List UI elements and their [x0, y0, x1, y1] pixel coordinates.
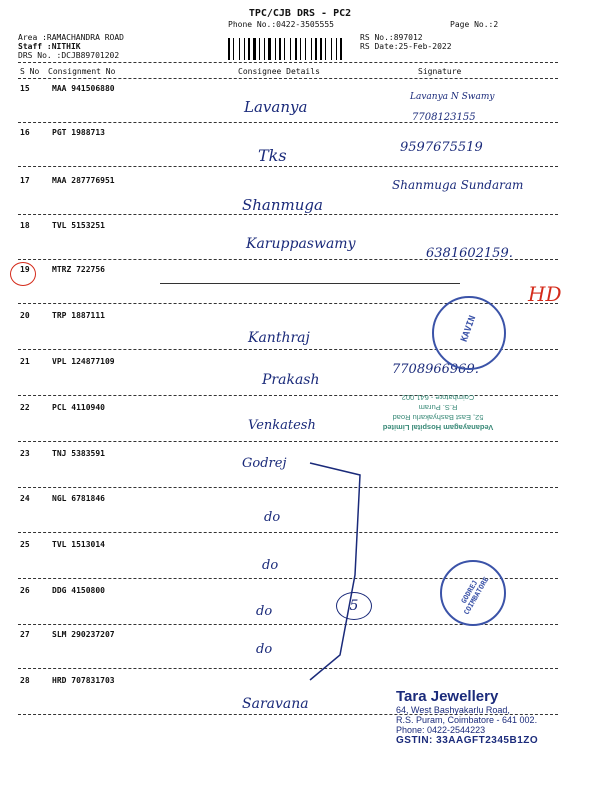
row-consignment-number: MAA 941506880 [52, 84, 115, 93]
hospital-area: R.S. Puram [418, 403, 458, 412]
barcode-bar [338, 38, 339, 60]
divider [18, 78, 558, 79]
row-serial-number: 27 [20, 630, 30, 639]
handwritten-name: Godrej [242, 456, 287, 471]
row-divider [18, 441, 558, 442]
barcode-bar [251, 38, 252, 60]
row-divider [18, 122, 558, 123]
handwritten-phone: 7708123155 [412, 112, 476, 123]
handwritten-name: Karuppaswamy [246, 236, 356, 252]
barcode-bar [279, 38, 281, 60]
barcode-bar [315, 38, 317, 60]
document-title: TPC/CJB DRS - PC2 [248, 8, 352, 19]
ditto-bracket [300, 455, 370, 685]
row-consignment-number: PCL 4110940 [52, 403, 105, 412]
barcode-bar [268, 38, 271, 60]
company-city: R.S. Puram, Coimbatore - 641 002. [396, 715, 538, 725]
handwritten-signature: Shanmuga Sundaram [392, 178, 524, 192]
hospital-stamp [368, 392, 508, 432]
barcode-bar [292, 38, 294, 60]
row-consignment-number: TNJ 5383591 [52, 449, 105, 458]
row-serial-number: 22 [20, 403, 30, 412]
row-consignment-number: NGL 6781846 [52, 494, 105, 503]
company-gstin: GSTIN: 33AAGFT2345B1ZO [396, 735, 539, 746]
barcode-bar [235, 38, 238, 60]
barcode-bar [340, 38, 342, 60]
row-consignment-number: MTRZ 722756 [52, 265, 105, 274]
red-circle-mark [10, 262, 36, 286]
barcode-bar [300, 38, 301, 60]
row-consignment-number: HRD 707831703 [52, 676, 115, 685]
barcode-bar [325, 38, 326, 60]
row-divider [18, 166, 558, 167]
row-consignment-number: VPL 124877109 [52, 357, 115, 366]
handwritten-name: do [264, 510, 281, 525]
barcode-bar [336, 38, 337, 60]
row-consignment-number: MAA 287776951 [52, 176, 115, 185]
row-consignment-number: TVL 1513014 [52, 540, 105, 549]
col-sno: S No [20, 67, 40, 76]
row-consignment-number: TVL 5153251 [52, 221, 105, 230]
barcode-bar [266, 38, 267, 60]
godrej-seal [440, 560, 506, 626]
page-number: Page No.:2 [450, 20, 499, 29]
barcode [228, 38, 358, 60]
row-serial-number: 21 [20, 357, 30, 366]
row-serial-number: 23 [20, 449, 30, 458]
row-divider [18, 532, 558, 533]
barcode-bar [302, 38, 304, 60]
row-serial-number: 17 [20, 176, 30, 185]
handwritten-name: Prakash [262, 372, 320, 388]
col-signature: Signature [418, 67, 462, 76]
barcode-bar [231, 38, 232, 60]
row-serial-number: 18 [20, 221, 30, 230]
barcode-bar [333, 38, 335, 60]
handwritten-name: Lavanya [244, 98, 308, 116]
barcode-bar [290, 38, 291, 60]
barcode-bar [313, 38, 314, 60]
divider [18, 62, 558, 63]
barcode-bar [305, 38, 306, 60]
row-consignment-number: PGT 1988713 [52, 128, 105, 137]
company-address: 64, West Bashyakarlu Road, [396, 705, 510, 715]
handwritten-name: Venkatesh [248, 418, 316, 433]
barcode-bar [284, 38, 285, 60]
row-consignment-number: TRP 1887111 [52, 311, 105, 320]
barcode-bar [257, 38, 258, 60]
barcode-bar [307, 38, 310, 60]
barcode-bar [320, 38, 322, 60]
handwritten-name: do [256, 604, 273, 619]
barcode-bar [241, 38, 243, 60]
drs-number: DRS No. :DCJB89701202 [18, 51, 120, 60]
handwritten-signature: 5 [336, 592, 372, 620]
hospital-address: 52, East Bashyakarlu Road [392, 413, 484, 422]
barcode-bar [228, 38, 230, 60]
barcode-bar [295, 38, 297, 60]
handwritten-phone: 7708966969. [392, 362, 479, 377]
seal-text: KAVIN [459, 314, 479, 344]
company-name: Tara Jewellery [396, 688, 499, 705]
barcode-bar [253, 38, 256, 60]
barcode-bar [246, 38, 247, 60]
row-serial-number: 24 [20, 494, 30, 503]
handwritten-signature: Lavanya N Swamy [410, 92, 495, 102]
row-serial-number: 15 [20, 84, 30, 93]
barcode-bar [259, 38, 260, 60]
col-consignment: Consignment No [48, 67, 116, 76]
row-serial-number: 28 [20, 676, 30, 685]
barcode-bar [233, 38, 234, 60]
barcode-bar [298, 38, 299, 60]
row-consignment-number: SLM 290237207 [52, 630, 115, 639]
barcode-bar [286, 38, 289, 60]
handwritten-phone: 9597675519 [400, 140, 483, 155]
handwritten-name: Kanthraj [248, 330, 310, 346]
handwritten-name: do [262, 558, 279, 573]
row-divider [18, 214, 558, 215]
staff-label: Staff :NITHIK [18, 42, 81, 51]
hospital-name: Vedanayagam Hospital Limited [382, 423, 494, 432]
barcode-bar [244, 38, 245, 60]
kavin-seal [432, 296, 506, 370]
row-serial-number: 20 [20, 311, 30, 320]
barcode-bar [272, 38, 274, 60]
barcode-bar [239, 38, 240, 60]
barcode-bar [248, 38, 250, 60]
barcode-bar [282, 38, 283, 60]
handwritten-signature: HD [528, 282, 562, 306]
handwritten-name: Saravana [242, 696, 309, 712]
row-divider [18, 668, 558, 669]
handwritten-phone: 6381602159. [426, 246, 513, 261]
phone-number: Phone No.:0422-3505555 [228, 20, 334, 29]
row-serial-number: 19 [20, 265, 30, 274]
strike-line [160, 283, 460, 284]
barcode-bar [261, 38, 263, 60]
row-serial-number: 25 [20, 540, 30, 549]
barcode-bar [275, 38, 276, 60]
row-serial-number: 26 [20, 586, 30, 595]
seal-text: GODREJ COIMBATORE [459, 575, 491, 617]
area-label: Area :RAMACHANDRA ROAD [18, 33, 124, 42]
barcode-bar [277, 38, 278, 60]
row-serial-number: 16 [20, 128, 30, 137]
row-consignment-number: DDG 4150800 [52, 586, 105, 595]
rs-date: RS Date:25-Feb-2022 [360, 42, 452, 51]
handwritten-name: Shanmuga [242, 196, 323, 214]
col-consignee: Consignee Details [238, 67, 320, 76]
tara-jewellery-stamp [396, 688, 576, 746]
rs-number: RS No.:897012 [360, 33, 423, 42]
barcode-bar [318, 38, 319, 60]
barcode-bar [264, 38, 265, 60]
barcode-bar [323, 38, 324, 60]
company-phone: Phone: 0422-2544223 [396, 725, 486, 735]
hospital-city: Coimbatore - 641 002 [401, 393, 475, 402]
handwritten-name: do [256, 642, 273, 657]
handwritten-name: Tks [258, 146, 287, 165]
row-divider [18, 487, 558, 488]
barcode-bar [331, 38, 332, 60]
barcode-bar [327, 38, 330, 60]
barcode-bar [311, 38, 312, 60]
